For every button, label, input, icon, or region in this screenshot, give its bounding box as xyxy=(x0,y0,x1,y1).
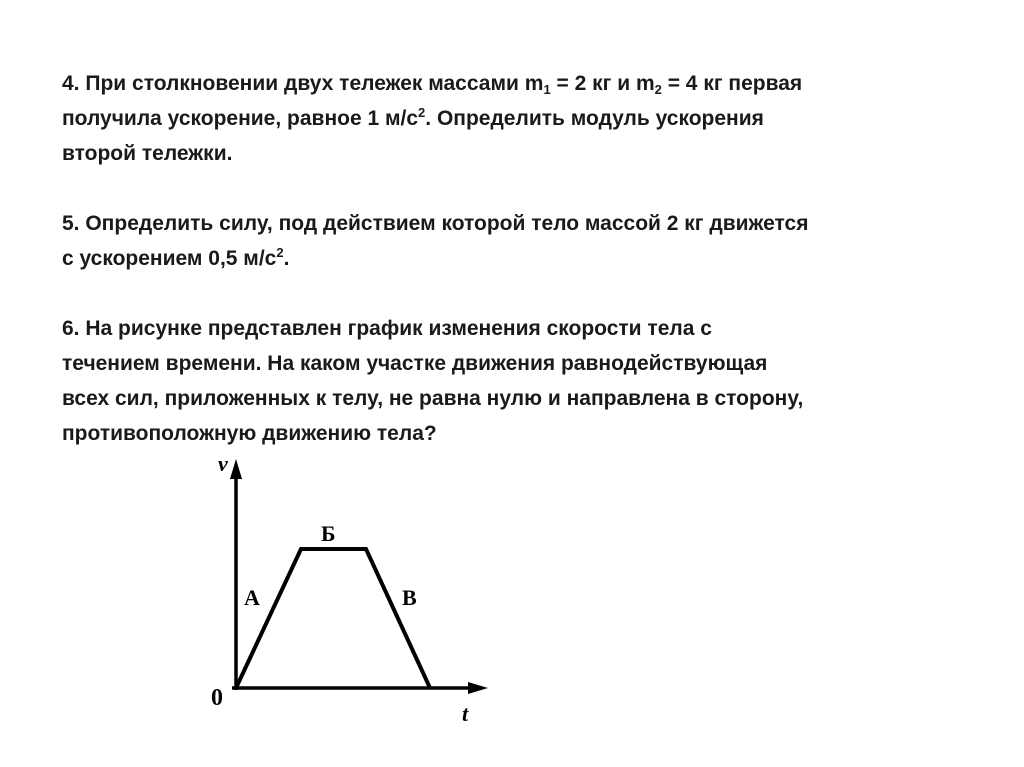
velocity-curve xyxy=(236,549,430,688)
problem-4-line-1 xyxy=(62,66,962,101)
problem-6-line-2: течением времени. На каком участке движения равнодействующая xyxy=(62,352,768,375)
text-segment: . xyxy=(283,247,290,270)
segment-a-label: А xyxy=(244,585,260,610)
segment-c-label: В xyxy=(402,585,417,610)
problem-4-line-2 xyxy=(62,101,962,136)
subscript: 2 xyxy=(654,82,662,97)
problem-4 xyxy=(62,66,962,171)
y-axis-arrow-icon xyxy=(230,459,242,479)
velocity-time-graph xyxy=(200,445,500,725)
problem-6 xyxy=(62,311,962,451)
problem-6-line-3: всех сил, приложенных к телу, не равна нулю и направлена в сторону, xyxy=(62,387,804,410)
problem-6-line-4: противоположную движению тела? xyxy=(62,422,437,445)
subscript: 1 xyxy=(543,82,551,97)
text-segment: получила ускорение, равное 1 м/с xyxy=(62,107,419,130)
problem-6-line-1: 6. На рисунке представлен график изменения скорости тела с xyxy=(62,317,712,340)
x-axis-arrow-icon xyxy=(468,682,488,694)
problem-4-line-3: второй тележки. xyxy=(62,142,233,165)
superscript: 2 xyxy=(418,105,426,120)
text-segment: = 4 кг первая xyxy=(661,72,803,95)
text-segment: = 2 кг и m xyxy=(550,72,655,95)
problem-5 xyxy=(62,206,962,276)
axis-x-label: t xyxy=(462,701,469,725)
problem-5-line-1: 5. Определить силу, под действием которой тело массой 2 кг движется xyxy=(62,212,809,235)
origin-label: 0 xyxy=(211,685,223,711)
text-segment: . Определить модуль ускорения xyxy=(425,107,764,130)
problem-5-line-2 xyxy=(62,241,962,276)
axis-y-label: v xyxy=(218,451,228,476)
superscript: 2 xyxy=(276,245,284,260)
text-segment: 4. При столкновении двух тележек массами m xyxy=(62,72,544,95)
text-segment: с ускорением 0,5 м/с xyxy=(62,247,277,270)
segment-b-label: Б xyxy=(321,521,336,546)
